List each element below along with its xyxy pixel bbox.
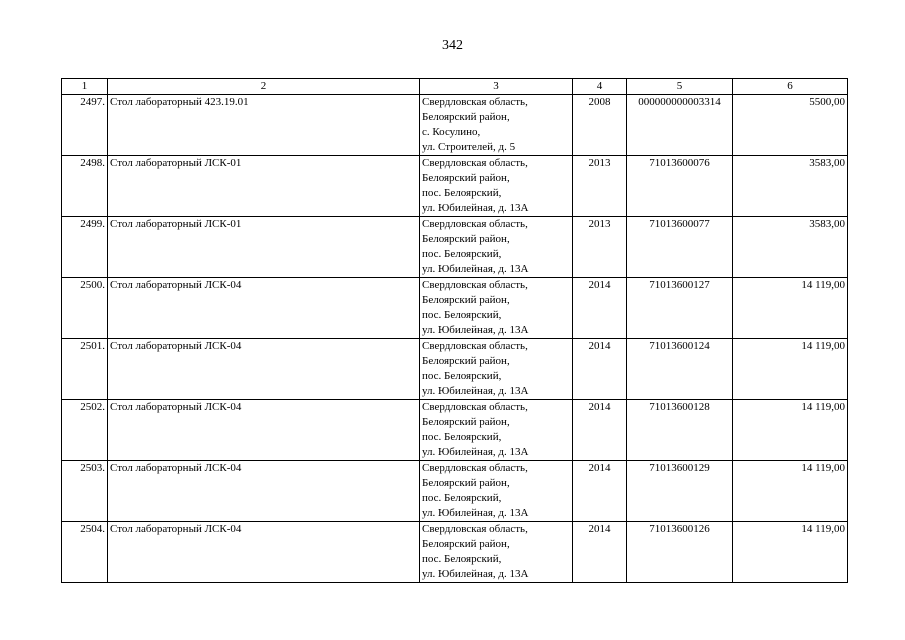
address-line: Свердловская область, (422, 401, 528, 413)
year-cell: 2014 (573, 278, 627, 339)
year-cell: 2014 (573, 461, 627, 522)
inventory-number-cell: 000000000003314 (627, 95, 733, 156)
row-number-cell: 2502. (62, 400, 108, 461)
address-line: ул. Юбилейная, д. 13А (422, 263, 529, 275)
year-cell: 2014 (573, 400, 627, 461)
row-number-cell: 2503. (62, 461, 108, 522)
address-line: пос. Белоярский, (422, 431, 502, 443)
cost-cell: 3583,00 (733, 156, 848, 217)
table-row (62, 156, 848, 217)
column-header: 2 (108, 79, 420, 95)
item-name-cell: Стол лабораторный ЛСК-04 (108, 339, 420, 400)
item-name-cell: Стол лабораторный ЛСК-04 (108, 461, 420, 522)
address-cell (420, 339, 573, 400)
item-name-cell: Стол лабораторный ЛСК-04 (108, 522, 420, 583)
item-name-cell: Стол лабораторный ЛСК-01 (108, 156, 420, 217)
address-line: пос. Белоярский, (422, 553, 502, 565)
row-number-cell: 2499. (62, 217, 108, 278)
year-cell: 2014 (573, 522, 627, 583)
inventory-number-cell: 71013600128 (627, 400, 733, 461)
address-cell (420, 156, 573, 217)
item-name-cell: Стол лабораторный ЛСК-04 (108, 278, 420, 339)
cost-cell: 14 119,00 (733, 400, 848, 461)
address-line: Белоярский район, (422, 355, 510, 367)
address-line: Белоярский район, (422, 416, 510, 428)
column-header: 1 (62, 79, 108, 95)
address-line: ул. Юбилейная, д. 13А (422, 202, 529, 214)
address-line: Свердловская область, (422, 340, 528, 352)
address-line: ул. Юбилейная, д. 13А (422, 324, 529, 336)
column-header: 4 (573, 79, 627, 95)
address-line: пос. Белоярский, (422, 370, 502, 382)
address-line: Белоярский район, (422, 233, 510, 245)
address-line: Свердловская область, (422, 157, 528, 169)
address-line: Белоярский район, (422, 294, 510, 306)
address-line: Белоярский район, (422, 538, 510, 550)
address-line: Белоярский район, (422, 111, 510, 123)
property-registry-table (61, 78, 848, 583)
address-cell (420, 278, 573, 339)
address-cell (420, 461, 573, 522)
address-line: Свердловская область, (422, 279, 528, 291)
address-cell (420, 217, 573, 278)
table-row (62, 522, 848, 583)
row-number-cell: 2498. (62, 156, 108, 217)
address-line: Белоярский район, (422, 172, 510, 184)
cost-cell: 14 119,00 (733, 278, 848, 339)
table-header-row (62, 79, 848, 95)
table-row (62, 95, 848, 156)
address-line: ул. Строителей, д. 5 (422, 141, 516, 153)
inventory-number-cell: 71013600077 (627, 217, 733, 278)
inventory-number-cell: 71013600126 (627, 522, 733, 583)
address-line: ул. Юбилейная, д. 13А (422, 385, 529, 397)
cost-cell: 14 119,00 (733, 461, 848, 522)
address-line: с. Косулино, (422, 126, 481, 138)
inventory-number-cell: 71013600129 (627, 461, 733, 522)
address-cell (420, 400, 573, 461)
row-number-cell: 2504. (62, 522, 108, 583)
table-row (62, 339, 848, 400)
address-line: пос. Белоярский, (422, 492, 502, 504)
page-number: 342 (442, 38, 463, 53)
address-line: ул. Юбилейная, д. 13А (422, 507, 529, 519)
cost-cell: 14 119,00 (733, 522, 848, 583)
year-cell: 2014 (573, 339, 627, 400)
address-line: Белоярский район, (422, 477, 510, 489)
item-name-cell: Стол лабораторный ЛСК-01 (108, 217, 420, 278)
item-name-cell: Стол лабораторный 423.19.01 (108, 95, 420, 156)
item-name-cell: Стол лабораторный ЛСК-04 (108, 400, 420, 461)
column-header: 5 (627, 79, 733, 95)
table-row (62, 278, 848, 339)
address-line: ул. Юбилейная, д. 13А (422, 446, 529, 458)
address-line: Свердловская область, (422, 218, 528, 230)
address-line: Свердловская область, (422, 96, 528, 108)
address-line: пос. Белоярский, (422, 248, 502, 260)
column-header: 6 (733, 79, 848, 95)
address-line: Свердловская область, (422, 462, 528, 474)
year-cell: 2008 (573, 95, 627, 156)
address-cell (420, 522, 573, 583)
address-cell (420, 95, 573, 156)
address-line: Свердловская область, (422, 523, 528, 535)
year-cell: 2013 (573, 217, 627, 278)
inventory-number-cell: 71013600124 (627, 339, 733, 400)
table-row (62, 461, 848, 522)
table-row (62, 400, 848, 461)
cost-cell: 5500,00 (733, 95, 848, 156)
inventory-number-cell: 71013600127 (627, 278, 733, 339)
row-number-cell: 2500. (62, 278, 108, 339)
column-header: 3 (420, 79, 573, 95)
year-cell: 2013 (573, 156, 627, 217)
cost-cell: 14 119,00 (733, 339, 848, 400)
row-number-cell: 2501. (62, 339, 108, 400)
address-line: пос. Белоярский, (422, 309, 502, 321)
row-number-cell: 2497. (62, 95, 108, 156)
inventory-number-cell: 71013600076 (627, 156, 733, 217)
address-line: ул. Юбилейная, д. 13А (422, 568, 529, 580)
cost-cell: 3583,00 (733, 217, 848, 278)
table-row (62, 217, 848, 278)
address-line: пос. Белоярский, (422, 187, 502, 199)
